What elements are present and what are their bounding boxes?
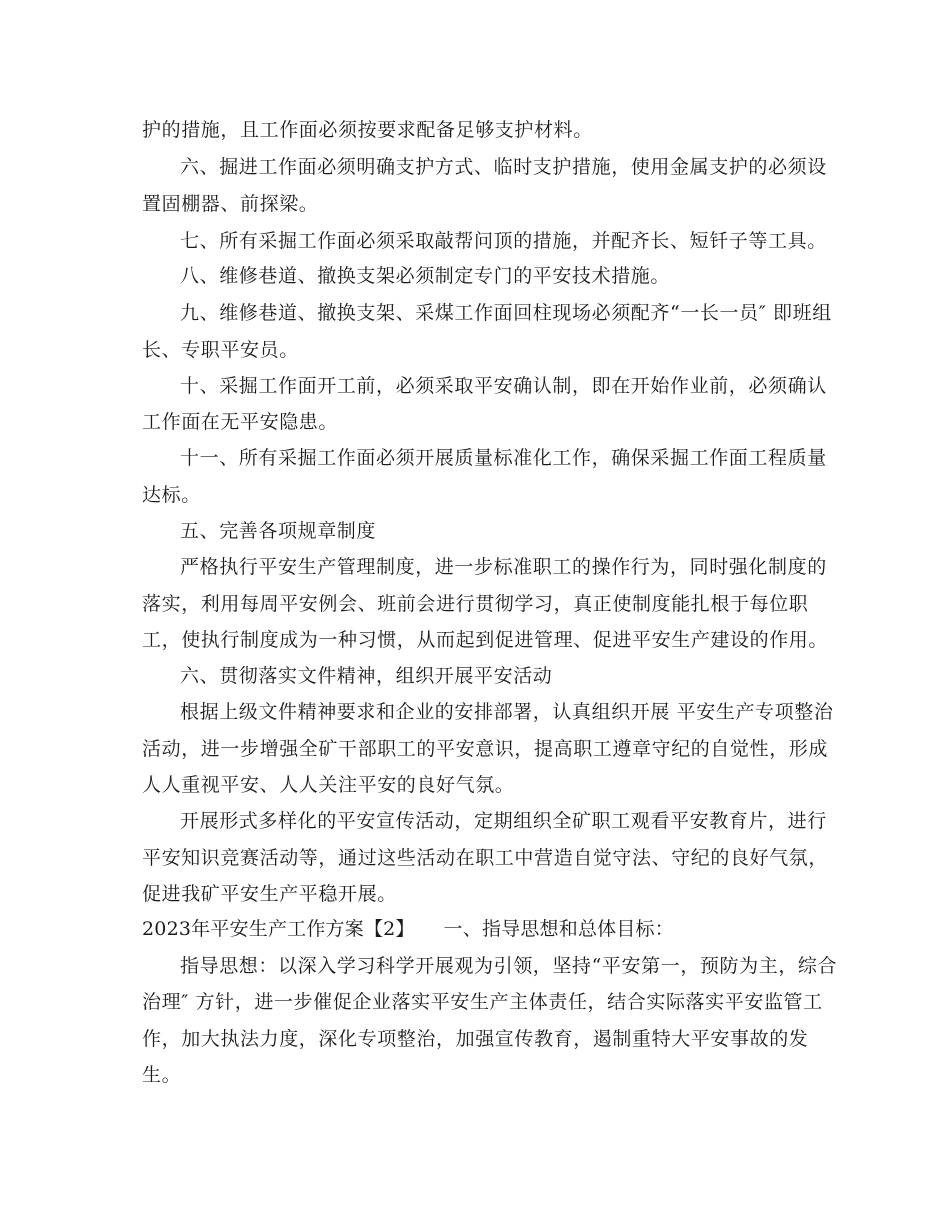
text-line: 落实，利用每周平安例会、班前会进行贯彻学习，真正使制度能扎根于每位职 xyxy=(142,593,809,615)
text-line: 根据上级文件精神要求和企业的安排部署，认真组织开展 平安生产专项整治 xyxy=(180,701,834,723)
text-line: 九、维修巷道、撤换支架、采煤工作面回柱现场必须配齐“一长一员″ 即班组 xyxy=(180,302,832,324)
text-line: 十一、所有采掘工作面必须开展质量标准化工作，确保采掘工作面工程质量 xyxy=(180,447,827,469)
text-line: 十、采掘工作面开工前，必须采取平安确认制，即在开始作业前，必须确认 xyxy=(180,375,827,397)
text-line: 置固棚器、前探梁。 xyxy=(142,193,319,215)
text-line: 工，使执行制度成为一种习惯，从而起到促进管理、促进平安生产建设的作用。 xyxy=(142,629,829,651)
text-line: 生。 xyxy=(142,1064,182,1086)
text-line: 六、掘进工作面必须明确支护方式、临时支护措施，使用金属支护的必须设 xyxy=(180,156,827,178)
text-line: 活动，进一步增强全矿干部职工的平安意识，提高职工遵章守纪的自觉性，形成 xyxy=(142,738,829,760)
text-line: 严格执行平安生产管理制度，进一步标准职工的操作行为，同时强化制度的 xyxy=(180,556,827,578)
document-title: 2023年平安生产工作方案【2】 一、指导思想和总体目标： xyxy=(142,918,674,940)
text-line: 促进我矿平安生产平稳开展。 xyxy=(142,883,397,905)
text-line: 八、维修巷道、撤换支架必须制定专门的平安技术措施。 xyxy=(180,265,671,287)
text-line: 治理″ 方针，进一步催促企业落实平安生产主体责任，结合实际落实平安监管工 xyxy=(142,991,823,1013)
text-line: 开展形式多样化的平安宣传活动，定期组织全矿职工观看平安教育片，进行 xyxy=(180,810,827,832)
text-line: 人人重视平安、人人关注平安的良好气氛。 xyxy=(142,774,515,796)
section-heading: 六、贯彻落实文件精神，组织开展平安活动 xyxy=(180,665,553,687)
text-line: 护的措施，且工作面必须按要求配备足够支护材料。 xyxy=(142,119,593,141)
section-heading: 五、完善各项规章制度 xyxy=(180,520,377,542)
text-line: 七、所有采掘工作面必须采取敲帮问顶的措施，并配齐长、短钎子等工具。 xyxy=(180,230,827,252)
text-line: 长、专职平安员。 xyxy=(142,339,299,361)
text-line: 作，加大执法力度，深化专项整治，加强宣传教育，遏制重特大平安事故的发 xyxy=(142,1028,809,1050)
text-line: 平安知识竞赛活动等，通过这些活动在职工中营造自觉守法、守纪的良好气氛， xyxy=(142,847,829,869)
text-line: 达标。 xyxy=(142,484,201,506)
text-line: 指导思想：以深入学习科学开展观为引领，坚持“平安第一，预防为主，综合 xyxy=(180,955,838,977)
text-line: 工作面在无平安隐患。 xyxy=(142,411,339,433)
